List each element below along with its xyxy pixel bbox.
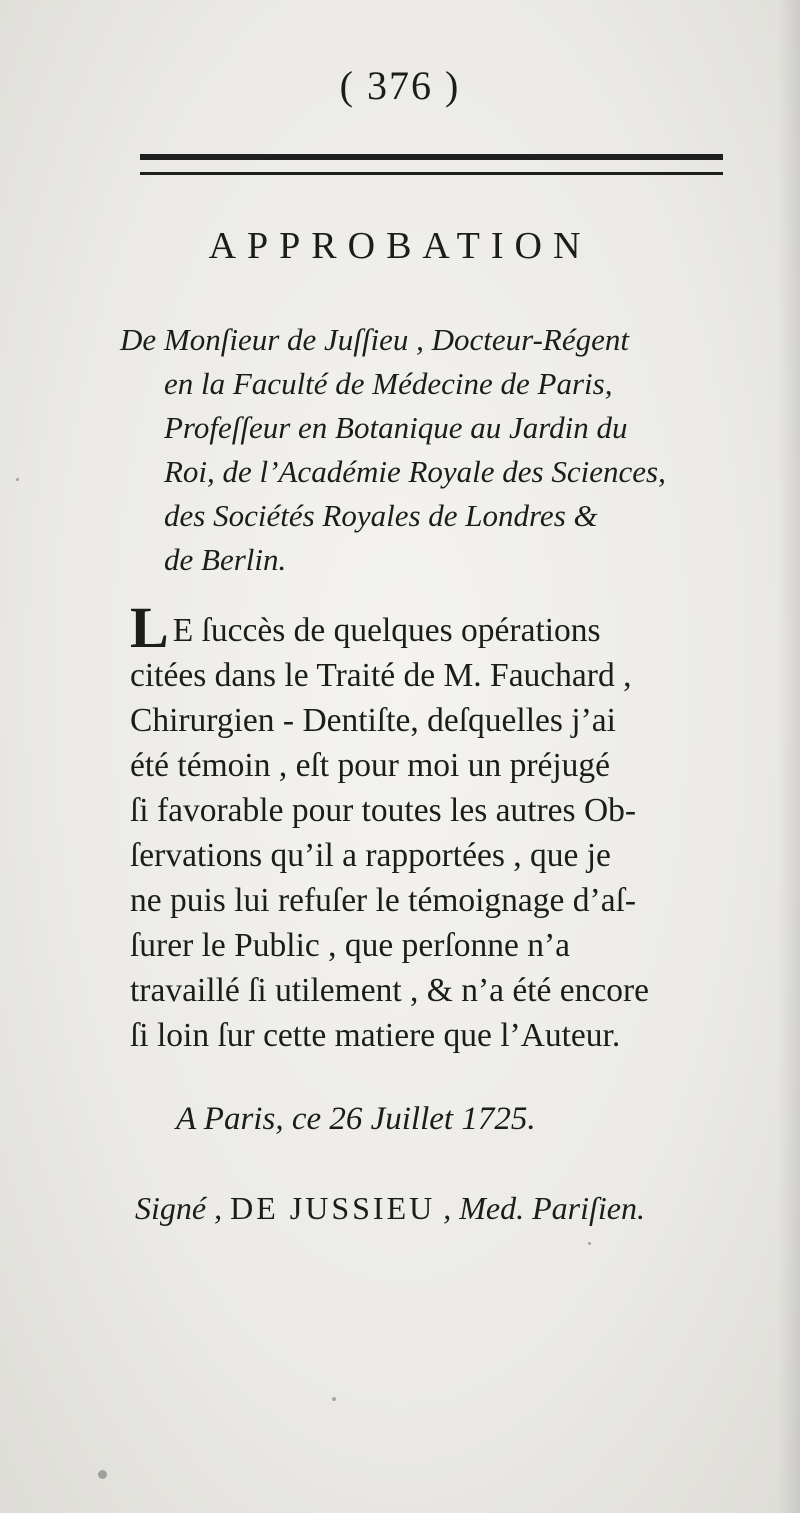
header-rule-thick (140, 154, 723, 160)
approver-description (120, 318, 760, 582)
signature-prefix: Signé , (135, 1190, 223, 1226)
header-rule-thin (140, 172, 723, 175)
body-line: été témoin , eſt pour moi un préjugé (130, 747, 611, 784)
body-line: ſi loin ſur cette matiere que l’Auteur. (130, 1017, 621, 1054)
body-line: Chirurgien - Dentiſte, deſquelles j’ai (130, 702, 616, 739)
page-number: ( 376 ) (339, 63, 461, 108)
body-line: ne puis lui refuſer le témoignage d’aſ- (130, 882, 637, 919)
body-line: ſervations qu’il a rapportées , que je (130, 837, 611, 874)
ink-speck (16, 478, 19, 481)
approbation-body (130, 595, 766, 1058)
ink-speck (332, 1397, 336, 1401)
dateline: A Paris, ce 26 Juillet 1725. (176, 1101, 536, 1137)
body-line: ſurer le Public , que perſonne n’a (130, 927, 570, 964)
approver-line: des Sociétés Royales de Londres & (164, 498, 598, 533)
approver-line: Profeſſeur en Botanique au Jardin du (164, 410, 628, 445)
approver-line: de Berlin. (164, 542, 287, 577)
approver-line: Roi, de l’Académie Royale des Sciences, (164, 454, 666, 489)
body-line: travaillé ſi utilement , & n’a été encore (130, 972, 650, 1009)
approver-line: en la Faculté de Médecine de Paris, (164, 366, 613, 401)
page-heading: APPROBATION (208, 225, 592, 267)
approver-line: De Monſieur de Juſſieu , Docteur-Régent (120, 322, 629, 357)
signature-suffix: , Med. Pariſien. (443, 1190, 645, 1226)
body-line-text: E ſuccès de quelques opérations (172, 612, 601, 649)
signature-line (135, 1190, 645, 1227)
body-line: ſi favorable pour toutes les autres Ob- (130, 792, 637, 829)
ink-speck (588, 1242, 591, 1245)
ink-speck (98, 1470, 107, 1479)
signature-name: DE JUSSIEU (230, 1190, 436, 1226)
body-line (130, 595, 766, 660)
drop-cap: L (130, 595, 169, 660)
body-line: citées dans le Traité de M. Fauchard , (130, 657, 632, 694)
